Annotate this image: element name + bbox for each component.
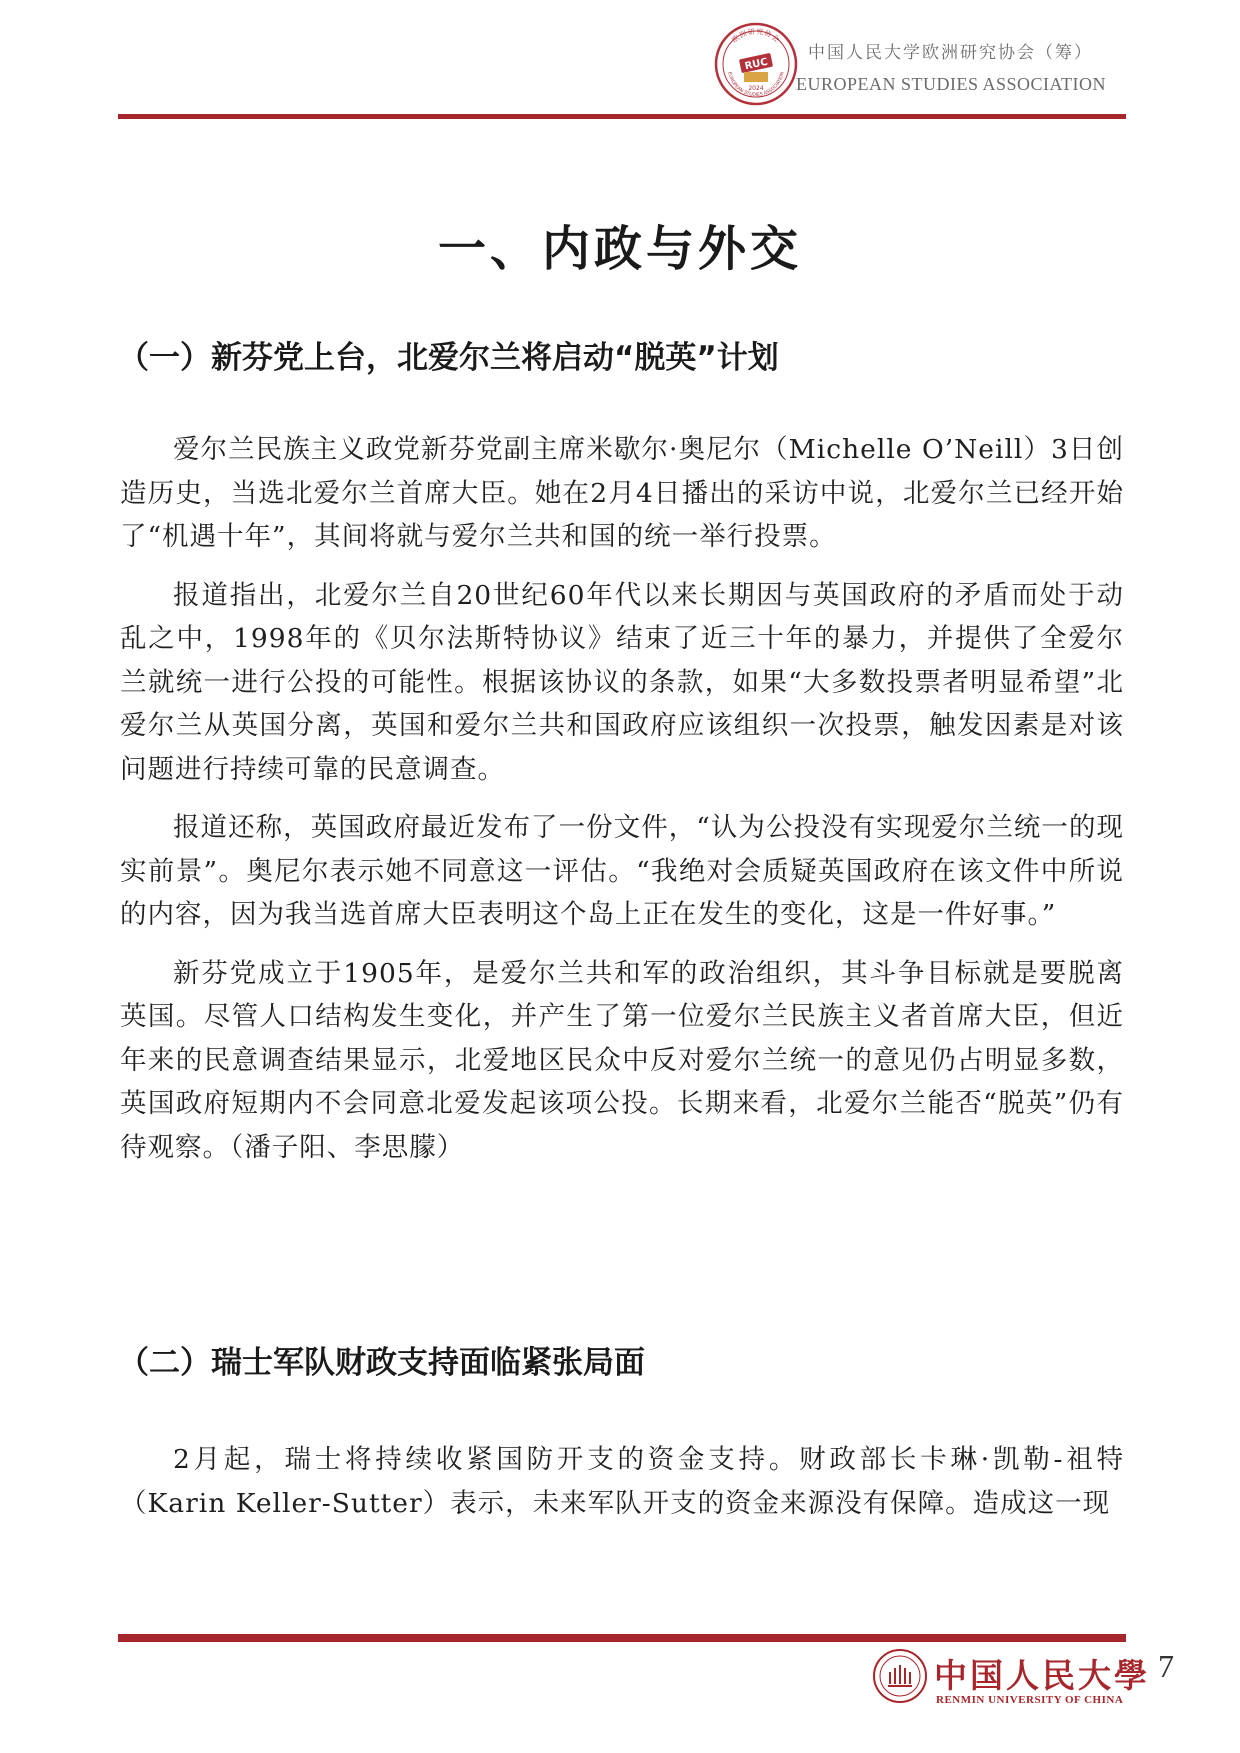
section-body bbox=[120, 428, 1124, 1184]
chapter-title: 一、内政与外交 bbox=[437, 221, 802, 277]
logo-year: 2024 bbox=[748, 85, 764, 92]
svg-text:EUROPEAN STUDIES ASSOCIATION: EUROPEAN STUDIES ASSOCIATION bbox=[726, 71, 786, 99]
university-name-cn: 中国人民大學 bbox=[934, 1656, 1150, 1695]
university-seal-icon bbox=[872, 1648, 928, 1704]
logo-ruc-text: RUC bbox=[743, 56, 769, 73]
association-name-cn: 中国人民大学欧洲研究协会（筹） bbox=[808, 43, 1093, 63]
paragraph: 报道指出，北爱尔兰自20世纪60年代以来长期因与英国政府的矛盾而处于动乱之中，1998年的《贝尔法斯特协议》结束了近三十年的暴力，并提供了全爱尔兰就统一进行公投的可能性。根据该协议的条款，如果“大多数投票者明显希望”北爱尔兰从英国分离，英国和爱尔兰共和国政府应该组织一次投票，触发因素是对该问题进行持续可靠的民意调查。 bbox=[120, 579, 1124, 785]
university-name-en: RENMIN UNIVERSITY OF CHINA bbox=[936, 1694, 1124, 1706]
page-number: 7 bbox=[1158, 1648, 1174, 1684]
section-heading: （一）新芬党上台，北爱尔兰将启动“脱英”计划 bbox=[118, 340, 779, 376]
association-name-en: EUROPEAN STUDIES ASSOCIATION bbox=[796, 74, 1107, 94]
header-divider bbox=[118, 114, 1126, 119]
svg-text:欧洲研究协会: 欧洲研究协会 bbox=[730, 27, 782, 45]
section-body bbox=[120, 1438, 1124, 1540]
paragraph: 2月起，瑞士将持续收紧国防开支的资金支持。财政部长卡琳·凯勒-祖特（Karin Keller-Sutter）表示，未来军队开支的资金来源没有保障。造成这一现 bbox=[120, 1444, 1124, 1519]
paragraph: 爱尔兰民族主义政党新芬党副主席米歇尔·奥尼尔（Michelle O’Neill）3日创造历史，当选北爱尔兰首席大臣。她在2月4日播出的采访中说，北爱尔兰已经开始了“机遇十年”，其间将就与爱尔兰共和国的统一举行投票。 bbox=[120, 434, 1124, 552]
section-heading: （二）瑞士军队财政支持面临紧张局面 bbox=[118, 1345, 645, 1381]
paragraph: 报道还称，英国政府最近发布了一份文件，“认为公投没有实现爱尔兰统一的现实前景”。奥尼尔表示她不同意这一评估。“我绝对会质疑英国政府在该文件中所说的内容，因为我当选首席大臣表明这个岛上正在发生的变化，这是一件好事。” bbox=[120, 812, 1124, 930]
association-logo bbox=[714, 22, 798, 106]
paragraph: 新芬党成立于1905年，是爱尔兰共和军的政治组织，其斗争目标就是要脱离英国。尽管人口结构发生变化，并产生了第一位爱尔兰民族主义者首席大臣，但近年来的民意调查结果显示，北爱地区民众中反对爱尔兰统一的意见仍占明显多数，英国政府短期内不会同意北爱发起该项公投。长期来看，北爱尔兰能否“脱英”仍有待观察。（潘子阳、李思朦） bbox=[120, 957, 1124, 1163]
footer-divider bbox=[118, 1634, 1126, 1642]
